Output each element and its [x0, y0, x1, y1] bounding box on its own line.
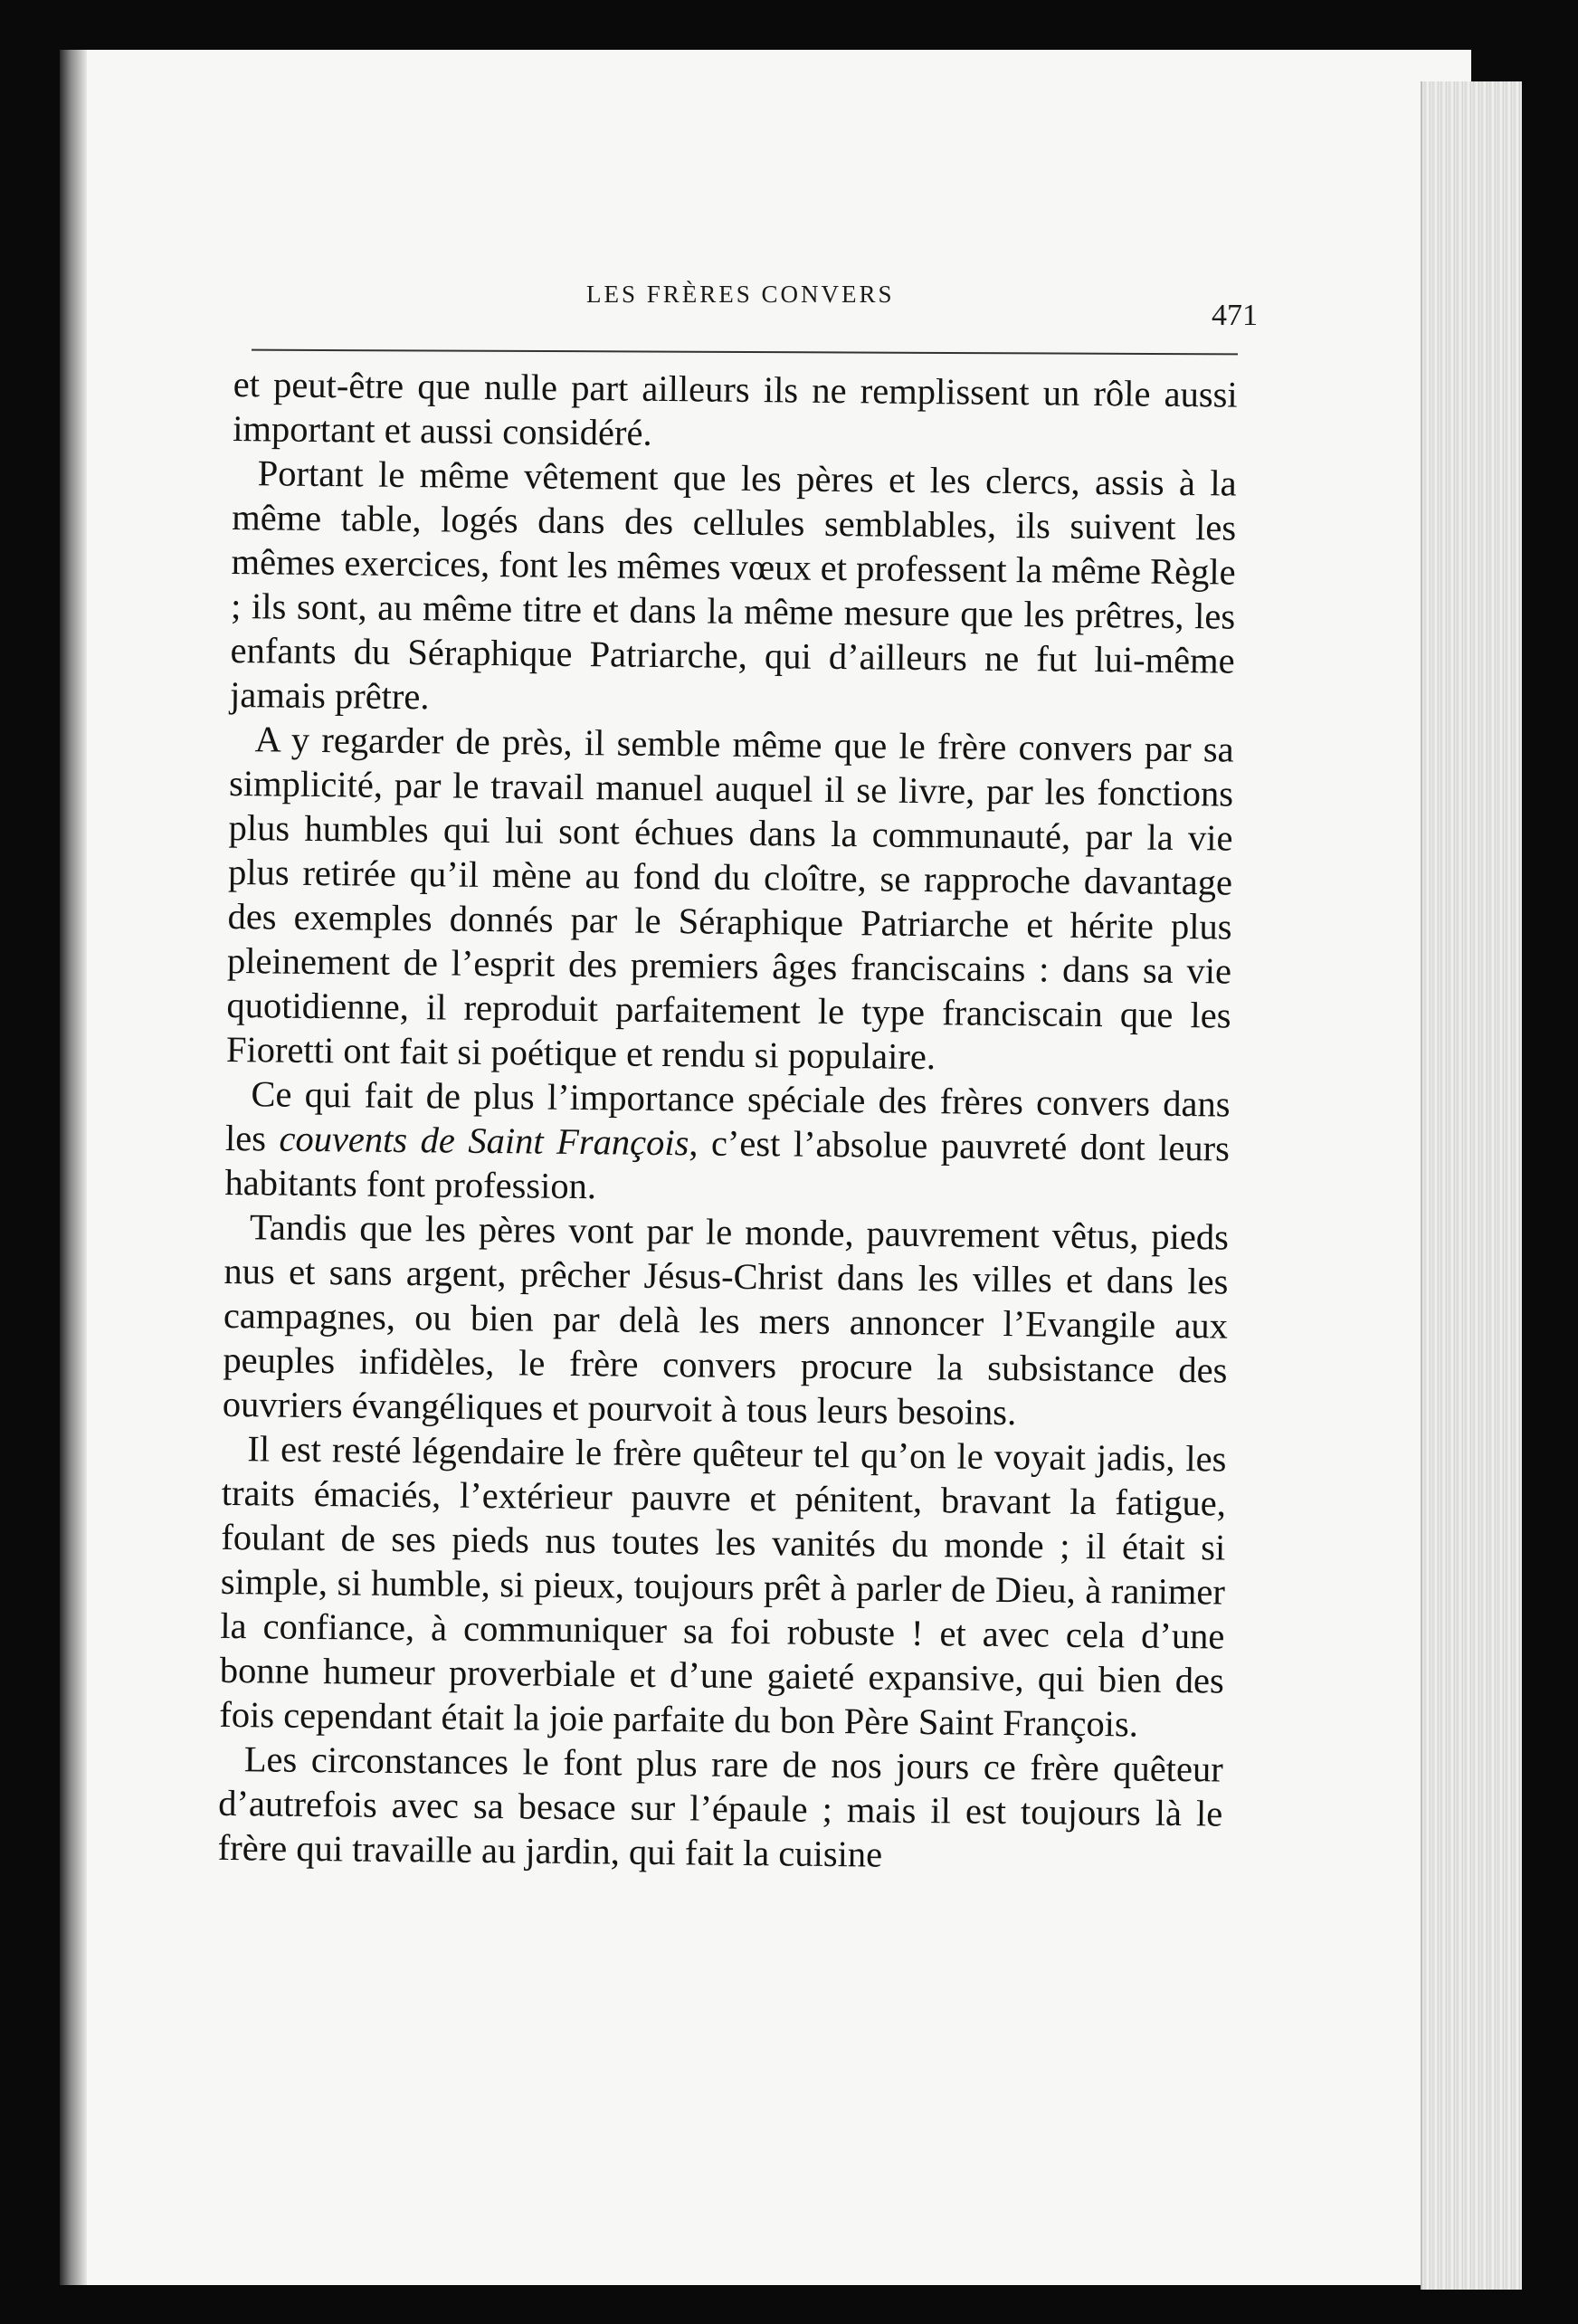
paragraph: Tandis que les pères vont par le monde, pauvrement vêtus, pieds nus et sans argent, prêcher Jésus-Christ dans les villes et dans les campagnes, ou bien par delà les mers annoncer l’Evangile aux peuples infidèles, le frère convers procure la subsistance des ouvriers évangéliques et pourvoit à tous leurs besoins. — [222, 1206, 1230, 1433]
paragraph-text: Ce qui fait de plus l’importance spéciale des frères convers dans les — [224, 1073, 1231, 1159]
paragraph — [224, 1072, 1230, 1215]
paragraph: et peut-être que nulle part ailleurs ils ne remplissent un rôle aussi important et aussi considéré. — [232, 363, 1238, 453]
italic-phrase: couvents de Saint François — [279, 1118, 689, 1164]
paragraph: Les circonstances le font plus rare de nos jours ce frère quêteur d’autrefois avec sa besace sur l’épaule ; mais il est toujours là le frère qui travaille au jardin, qui fait la cuisine — [217, 1738, 1224, 1875]
page-header — [233, 271, 1258, 344]
page-content — [217, 271, 1258, 1875]
paragraph: Il est resté légendaire le frère quêteur tel qu’on le voyait jadis, les traits émaciés, l’extérieur pauvre et pénitent, bravant la fatigue, foulant de ses pieds nus toutes les vanités du monde ; il était si simple, si humble, si pieux, toujours prêt à parler de Dieu, à ranimer la confiance, à communiquer sa foi robuste ! et avec cela d’une bonne humeur proverbiale et d’une gaieté expansive, qui bien des fois cependant était la joie parfaite du bon Père Saint François. — [219, 1428, 1227, 1745]
paragraph: Portant le même vêtement que les pères et les clercs, assis à la même table, logés dans des cellules semblables, ils suivent les mêmes exercices, font les mêmes vœux et professent la même Règle ; ils sont, au même titre et dans la même mesure que les prêtres, les enfants du Séraphique Patriarche, qui d’ailleurs ne fut lui-même jamais prêtre. — [229, 452, 1237, 718]
paragraph-text: , c’est l’absolue pauvreté dont leurs habitants font profession. — [224, 1122, 1231, 1207]
paragraph: A y regarder de près, il semble même que le frère convers par sa simplicité, par le travail manuel auquel il se livre, par les fonctions plus humbles qui lui sont échues dans la communauté, par la vie plus retirée qu’il mène au fond du cloître, se rapproche davantage des exemples donnés par le Séraphique Patriarche et hérite plus pleinement de l’esprit des premiers âges franciscains : dans sa vie quotidienne, il reproduit parfaitement le type franciscain que les Fioretti ont fait si poétique et rendu si populaire. — [225, 719, 1234, 1078]
page-gutter — [60, 50, 87, 2285]
body-text — [218, 362, 1238, 1881]
page-number: 471 — [1212, 299, 1258, 332]
page-fore-edge — [1421, 81, 1522, 2290]
running-head: LES FRÈRES CONVERS — [586, 281, 895, 308]
